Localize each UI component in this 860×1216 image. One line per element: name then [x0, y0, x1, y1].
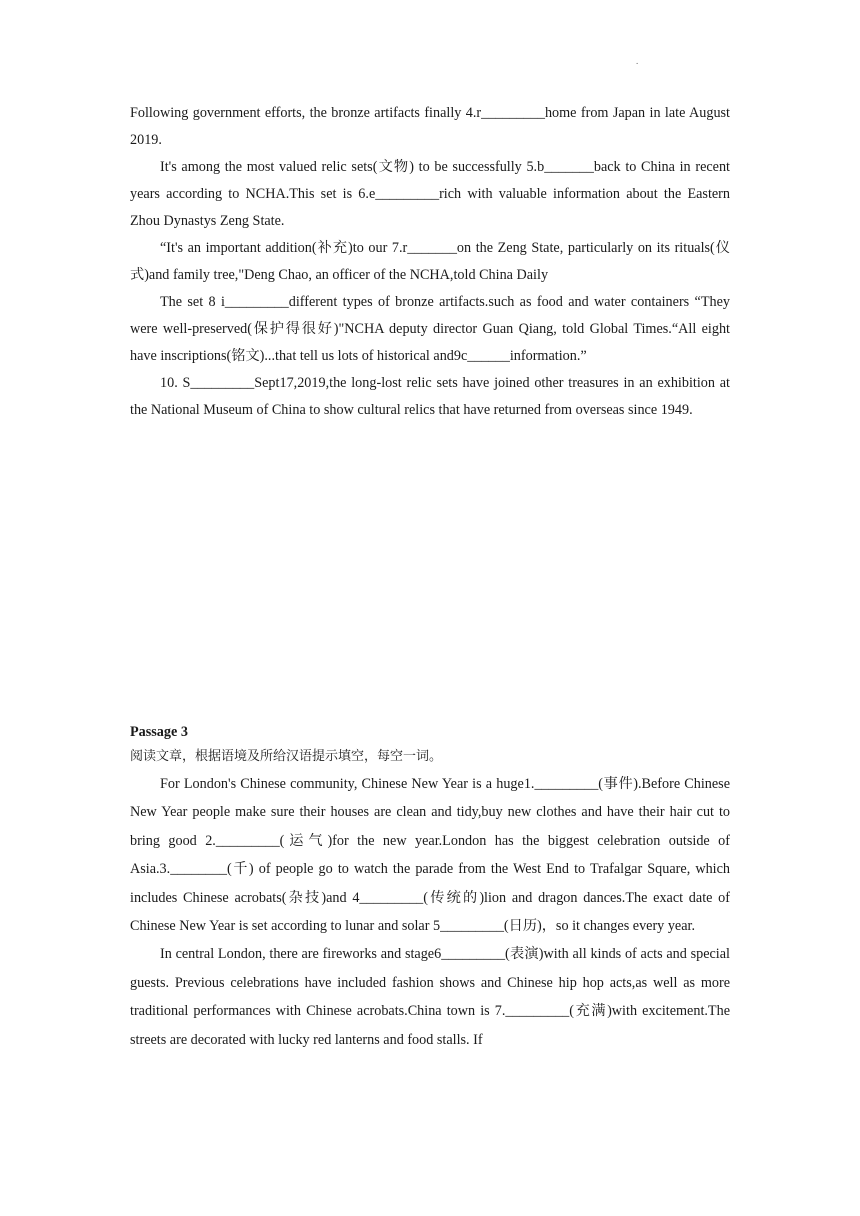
paragraph-1: Following government efforts, the bronze artifacts finally 4.r_________home from Japan in late August 2019.: [130, 105, 730, 148]
paragraph-1: For London's Chinese community, Chinese New Year is a huge1._________(事件).Before Chinese New Year people make sure their houses are clean and tidy,buy new clothes and have their hair cut to bring good 2._________(运气)for the new year.London has the biggest celebration outside of Asia.3.________(千) of people go to watch the parade from the West End to Trafalgar Square, which includes Chinese acrobats(杂技)and 4_________(传统的)lion and dragon dances.The exact date of Chinese New Year is set according to lunar and solar 5_________(日历)，so it changes every year.: [130, 776, 730, 935]
passage-2-continuation: [130, 100, 730, 424]
instructions: 阅读文章，根据语境及所给汉语提示填空，每空一词。: [130, 749, 443, 764]
paragraph-2: In central London, there are fireworks and stage6_________(表演)with all kinds of acts and special guests. Previous celebrations have included fashion shows and Chinese hip hop acts,as well as more traditional performances with Chinese acrobats.China town is 7._________(充满)with excitement.The streets are decorated with lucky red lanterns and food stalls. If: [130, 946, 730, 1048]
paragraph-2: It's among the most valued relic sets(文物) to be successfully 5.b_______back to China in recent years according to NCHA.This set is 6.e_________rich with valuable information about the Eastern Zhou Dynastys Zeng State.: [130, 159, 730, 229]
paragraph-4: The set 8 i_________different types of bronze artifacts.such as food and water containers “They were well-preserved(保护得很好)"NCHA deputy director Guan Qiang, told Global Times.“All eight have inscriptions(铭文)...that tell us lots of historical and9c______information.”: [130, 294, 730, 364]
passage-title: Passage 3: [130, 724, 188, 740]
passage-3: [130, 720, 730, 1054]
paragraph-5: 10. S_________Sept17,2019,the long-lost relic sets have joined other treasures in an exhibition at the National Museum of China to show cultural relics that have returned from overseas since 1949.: [130, 375, 730, 418]
paragraph-3: “It's an important addition(补充)to our 7.r_______on the Zeng State, particularly on its rituals(仪式)and family tree,"Deng Chao, an officer of the NCHA,told China Daily: [130, 240, 730, 283]
page-header-mark: .: [636, 56, 639, 66]
